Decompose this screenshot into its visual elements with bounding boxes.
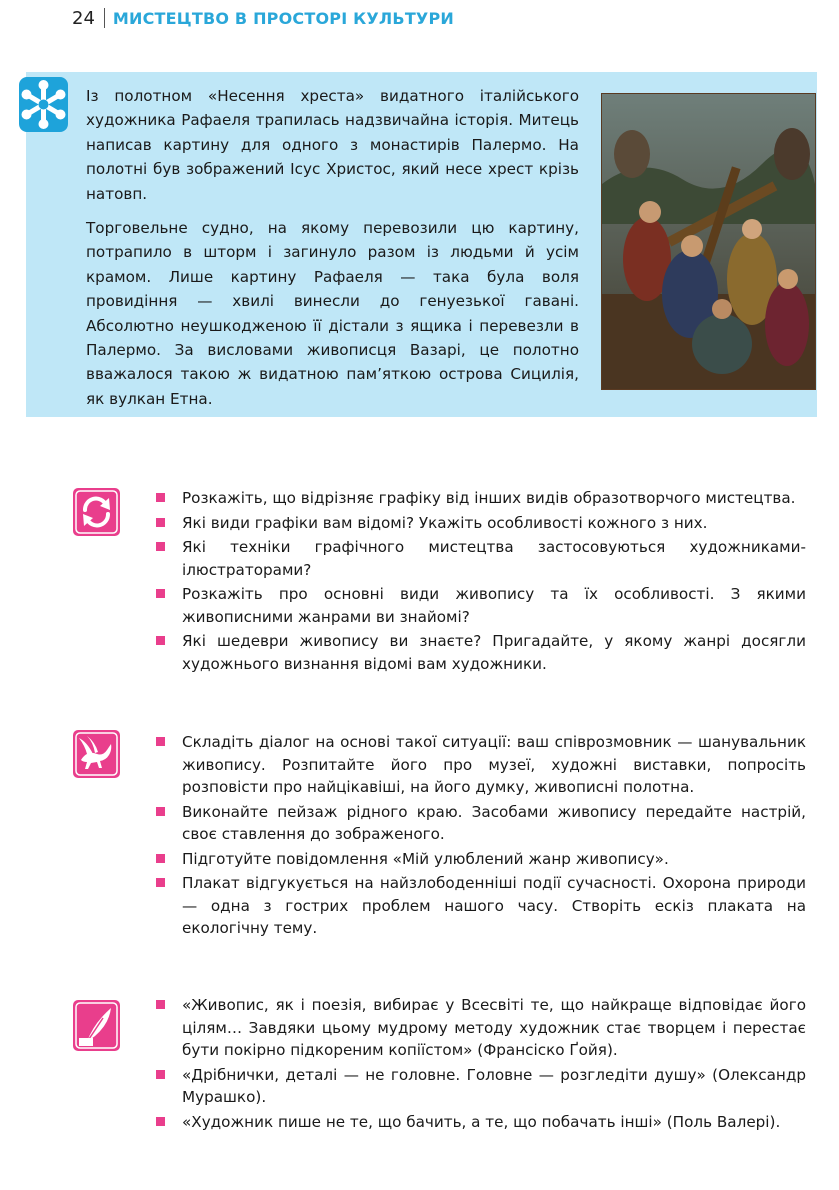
- quill-pen-icon: [73, 1000, 120, 1051]
- list-item: Підготуйте повідомлення «Мій улюблений жанр живопису».: [156, 848, 806, 871]
- list-item: Які види графіки вам відомі? Укажіть особливості кожного з них.: [156, 512, 806, 535]
- list-item: Розкажіть, що відрізняє графіку від інших видів образотворчого мистецтва.: [156, 487, 806, 510]
- snowflake-fact-icon: [19, 77, 68, 132]
- section-title: МИСТЕЦТВО В ПРОСТОРІ КУЛЬТУРИ: [112, 8, 454, 28]
- list-item: «Живопис, як і поезія, вибирає у Всесвіті те, що найкраще відповідає його цілям… Завдяки цьому мудрому методу художник стає творцем і перестає бути покірно підкореним копіїстом» (Франсіско Ґойя).: [156, 994, 806, 1062]
- quotes-list: [156, 994, 806, 1135]
- bullet-square: [156, 589, 165, 598]
- bullet-square: [156, 493, 165, 502]
- bullet-square: [156, 807, 165, 816]
- list-item: «Художник пише не те, що бачить, а те, що побачать інші» (Поль Валері).: [156, 1111, 806, 1134]
- bullet-square: [156, 737, 165, 746]
- list-item: Складіть діалог на основі такої ситуації: ваш співрозмовник — шанувальник живопису. Розпитайте його про музеї, художні виставки, попросіть розповісти про найцікавіші, на його думку, живописні полотна.: [156, 731, 806, 799]
- bullet-square: [156, 1117, 165, 1126]
- list-item: Виконайте пейзаж рідного краю. Засобами живопису передайте настрій, своє ставлення до зображеного.: [156, 801, 806, 846]
- pegasus-icon: [73, 730, 120, 778]
- list-item: Плакат відгукується на найзлободенніші події сучасності. Охорона природи — одна з гострих проблем нашого часу. Створіть ескіз плаката на екологічну тему.: [156, 872, 806, 940]
- refresh-arrows-icon: [73, 488, 120, 536]
- header-divider: [104, 8, 105, 28]
- bullet-square: [156, 1070, 165, 1079]
- fact-paragraph: Із полотном «Несення хреста» видатного італійського художника Рафаеля трапилась надзвичайна історія. Митець написав картину для одного з монастирів Палермо. На полотні був зображений Ісус Христос, який несе хрест крізь натовп.: [86, 87, 579, 203]
- bullet-square: [156, 878, 165, 887]
- list-item: «Дрібнички, деталі — не головне. Головне — розгледіти душу» (Олександр Мурашко).: [156, 1064, 806, 1109]
- page-number: 24: [72, 7, 95, 29]
- bullet-square: [156, 636, 165, 645]
- fact-paragraph: Торговельне судно, на якому перевозили цю картину, потрапило в шторм і загинуло разом із людьми й усім крамом. Лише картину Рафаеля — така була воля провидіння — хвилі винесли до генуезької гавані. Абсолютно неушкодженою її дістали з ящика і перевезли в Палермо. За висловами живописця Вазарі, це полотно вважалося такою ж видатною пам’яткою острова Сицилія, як вулкан Етна.: [86, 219, 579, 408]
- bullet-square: [156, 1000, 165, 1009]
- painting-image: [601, 93, 816, 390]
- questions-list: [156, 487, 806, 677]
- bullet-square: [156, 542, 165, 551]
- list-item: Які шедеври живопису ви знаєте? Пригадайте, у якому жанрі досягли художнього визнання відомі вам художники.: [156, 630, 806, 675]
- list-item: Розкажіть про основні види живопису та їх особливості. З якими живописними жанрами ви знайомі?: [156, 583, 806, 628]
- bullet-square: [156, 854, 165, 863]
- tasks-list: [156, 731, 806, 942]
- page-header: [72, 6, 454, 30]
- fact-text: [86, 84, 579, 421]
- bullet-square: [156, 518, 165, 527]
- list-item: Які техніки графічного мистецтва застосовуються художниками-ілюстраторами?: [156, 536, 806, 581]
